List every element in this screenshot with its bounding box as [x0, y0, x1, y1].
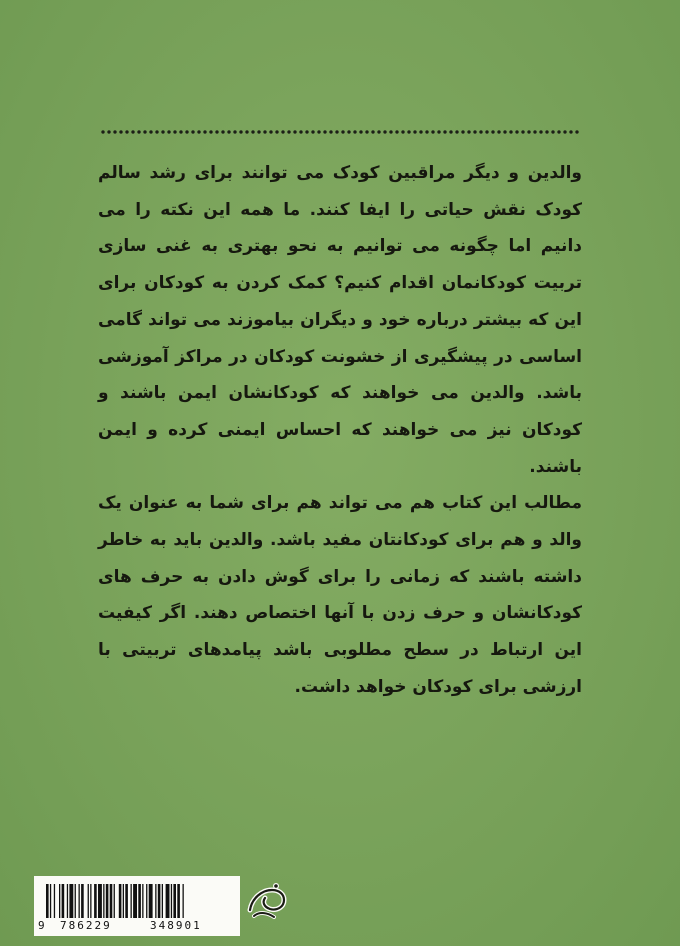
barcode-bars — [46, 884, 230, 918]
isbn-number — [34, 919, 240, 935]
barcode — [34, 876, 240, 936]
blurb-paragraph-2: مطالب این کتاب هم می تواند هم برای شما به عنوان یک والد و هم برای کودکانتان مفید باشد. والدین باید به خاطر داشته باشند که زمانی را برای گوش دادن به حرف های کودکانشان و حرف زدن با آنها اختصاص دهند. اگر کیفیت این ارتباط در سطح مطلوبی باشد پیامدهای تربیتی با ارزشی برای کودکان خواهد داشت. — [98, 493, 582, 697]
publisher-logo-icon — [246, 880, 288, 924]
isbn-prefix: 9 — [38, 919, 45, 932]
isbn-group-2: 348901 — [150, 919, 202, 932]
isbn-group-1: 786229 — [60, 919, 112, 932]
blurb-text — [98, 155, 582, 706]
blurb-paragraph-1: والدین و دیگر مراقبین کودک می توانند برای رشد سالم کودک نقش حیاتی را ایفا کنند. ما همه این نکته را می دانیم اما چگونه می توانیم به نحو بهتری به غنی سازی تربیت کودکانمان اقدام کنیم؟ کمک کردن به کودکان برای این که بیشتر درباره خود و دیگران بیاموزند می تواند گامی اساسی در پیشگیری از خشونت کودکان در مراکز آموزشی باشد. والدین می خواهند که کودکانشان ایمن باشند و کودکان نیز می خواهند که احساس ایمنی کرده و ایمن باشند. — [98, 163, 582, 477]
dotted-divider — [100, 130, 580, 134]
